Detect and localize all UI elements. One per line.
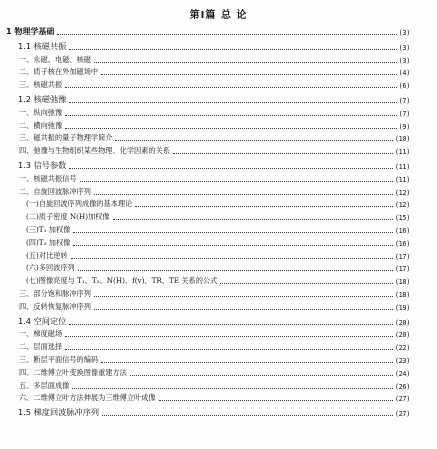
toc-entry-label: 三、磁共振的量子物理学简介 <box>19 133 113 143</box>
dot-leader <box>78 269 393 271</box>
toc-entry-page-number: (16) <box>394 226 410 235</box>
toc-entry <box>6 235 410 248</box>
toc-entry-label: (一)自旋回波序列成像的基本理论 <box>26 199 133 209</box>
toc-entry <box>6 65 410 78</box>
toc-entry <box>6 312 410 327</box>
toc-entry-page-number: (27) <box>394 395 410 404</box>
toc-entry <box>6 131 410 144</box>
toc-entry <box>6 248 410 261</box>
dot-leader <box>113 218 393 220</box>
dot-leader <box>94 193 393 195</box>
dot-leader <box>101 361 393 363</box>
toc-entry-label: 1 物理学基础 <box>6 27 55 36</box>
toc-entry-label: 一、纵向弛豫 <box>19 107 63 117</box>
toc-entry-page-number: (27) <box>394 410 410 419</box>
dot-leader <box>80 180 393 182</box>
toc-entry-page-number: (18) <box>394 290 410 299</box>
dot-leader <box>94 295 393 297</box>
dot-leader <box>65 127 396 129</box>
toc-entry-page-number: (9) <box>398 122 410 131</box>
toc-entry <box>6 184 410 197</box>
toc-entry <box>6 77 410 90</box>
toc-entry <box>6 391 410 404</box>
toc-entry-page-number: (7) <box>398 96 410 105</box>
dot-leader <box>102 414 393 416</box>
toc-entry <box>6 378 410 391</box>
toc-entry <box>6 403 410 418</box>
toc-entry-page-number: (11) <box>394 175 410 184</box>
toc-entry-page-number: (20) <box>394 331 410 340</box>
toc-entry-label: 一、永磁、电磁、核磁 <box>19 54 91 64</box>
toc-entry <box>6 222 410 235</box>
dot-leader <box>57 33 396 35</box>
toc-entry-label: 四、反转恢复脉冲序列 <box>19 301 91 311</box>
toc-entry-page-number: (10) <box>394 135 410 144</box>
dot-leader <box>115 139 392 141</box>
page-title: 第Ⅰ篇 总 论 <box>189 10 248 21</box>
toc-entry-page-number: (15) <box>394 214 410 223</box>
dot-leader <box>69 101 396 103</box>
toc-entry-label: 1.3 信号参数 <box>18 159 67 170</box>
toc-entry-page-number: (17) <box>394 252 410 261</box>
toc-entry-label: (三)T₁ 加权像 <box>26 224 71 234</box>
toc-entry <box>6 171 410 184</box>
toc-entry-label: 二、层面选择 <box>19 342 63 352</box>
toc-entry-label: 一、梯度磁场 <box>19 329 63 339</box>
toc-entry-page-number: (19) <box>394 303 410 312</box>
dot-leader <box>65 86 396 88</box>
toc-entry <box>6 156 410 171</box>
toc-entry-page-number: (11) <box>394 148 410 157</box>
toc-entry <box>6 52 410 65</box>
toc-entry <box>6 365 410 378</box>
toc-entry-label: 1.5 梯度回波脉冲序列 <box>18 407 100 418</box>
toc-entry-page-number: (3) <box>398 29 410 37</box>
toc-entry-page-number: (12) <box>394 201 410 210</box>
toc-entry-label: (二)质子密度 N(H)加权像 <box>26 212 110 222</box>
dot-leader <box>69 48 396 50</box>
dot-leader <box>159 399 393 401</box>
toc-entry <box>6 143 410 156</box>
toc-entry-label: 四、二维傅立叶变换图像重建方法 <box>19 367 127 377</box>
toc-entry-label: 1.2 核磁弛豫 <box>18 93 67 104</box>
dot-leader <box>94 308 393 310</box>
toc-entry-page-number: (7) <box>398 109 410 118</box>
dot-leader <box>220 282 393 284</box>
toc-entry <box>6 286 410 299</box>
toc-entry-page-number: (18) <box>394 278 410 287</box>
toc-entry <box>6 118 410 131</box>
dot-leader <box>69 167 392 169</box>
toc-entry-page-number: (4) <box>398 69 410 78</box>
dot-leader <box>135 205 393 207</box>
toc-entry-label: 1.4 空间定位 <box>18 315 67 326</box>
toc-entry-label: (六)多回波序列 <box>26 263 75 273</box>
toc-entry-label: 三、核磁共振 <box>19 80 63 90</box>
dot-leader <box>65 114 396 116</box>
toc-entry-label: 1.1 核磁共振 <box>18 40 67 51</box>
toc-entry <box>6 339 410 352</box>
dot-leader <box>73 244 393 246</box>
toc-entry <box>6 90 410 105</box>
toc-entry <box>6 37 410 52</box>
dot-leader <box>173 152 393 154</box>
toc-entry-page-number: (3) <box>398 43 410 52</box>
toc-entry <box>6 352 410 365</box>
dot-leader <box>65 335 393 337</box>
toc-entry-page-number: (11) <box>394 162 410 171</box>
toc-entry-page-number: (26) <box>394 382 410 391</box>
toc-entry <box>6 24 410 37</box>
toc-entry <box>6 261 410 274</box>
toc-entry-page-number: (16) <box>394 239 410 248</box>
toc-entry <box>6 209 410 222</box>
toc-entry-label: 六、二维傅立叶方法伸展为三维傅立叶成像 <box>19 393 156 403</box>
toc-entry <box>6 299 410 312</box>
toc-entry-label: 二、横向弛豫 <box>19 120 63 130</box>
toc-entry <box>6 105 410 118</box>
toc-entry-page-number: (20) <box>394 318 410 327</box>
toc-entry-page-number: (3) <box>398 56 410 65</box>
dot-leader <box>101 73 397 75</box>
table-of-contents <box>6 24 410 418</box>
toc-entry-page-number: (6) <box>398 82 410 91</box>
dot-leader <box>73 231 393 233</box>
toc-entry-label: 一、核磁共振信号 <box>19 173 77 183</box>
toc-entry-label: 三、断层平面信号的编码 <box>19 354 99 364</box>
toc-entry-page-number: (12) <box>394 188 410 197</box>
toc-entry-label: (五)对比逆转 <box>26 250 68 260</box>
toc-entry-label: (四)T₂ 加权像 <box>26 237 71 247</box>
toc-entry-page-number: (23) <box>394 356 410 365</box>
dot-leader <box>71 257 393 259</box>
toc-entry-page-number: (24) <box>394 369 410 378</box>
dot-leader <box>72 387 393 389</box>
toc-entry-page-number: (17) <box>394 265 410 274</box>
toc-entry <box>6 327 410 340</box>
toc-entry-label: 二、自旋回波脉冲序列 <box>19 186 91 196</box>
toc-entry-label: 四、弛豫与生物组织某些物理、化学因素的关系 <box>19 146 170 156</box>
dot-leader <box>130 374 393 376</box>
toc-entry-label: 五、多层面成像 <box>19 380 70 390</box>
toc-entry <box>6 273 410 286</box>
toc-entry-label: 三、部分饱和脉冲序列 <box>19 288 91 298</box>
toc-entry <box>6 197 410 210</box>
toc-entry-label: (七)图像亮度与 T₁、T₂、N(H)、f(v)、TR、TE 关系的公式 <box>26 276 218 286</box>
dot-leader <box>65 348 393 350</box>
toc-entry-label: 二、质子核在外加磁场中 <box>19 67 99 77</box>
toc-entry-page-number: (22) <box>394 344 410 353</box>
dot-leader <box>69 323 392 325</box>
dot-leader <box>94 61 397 63</box>
